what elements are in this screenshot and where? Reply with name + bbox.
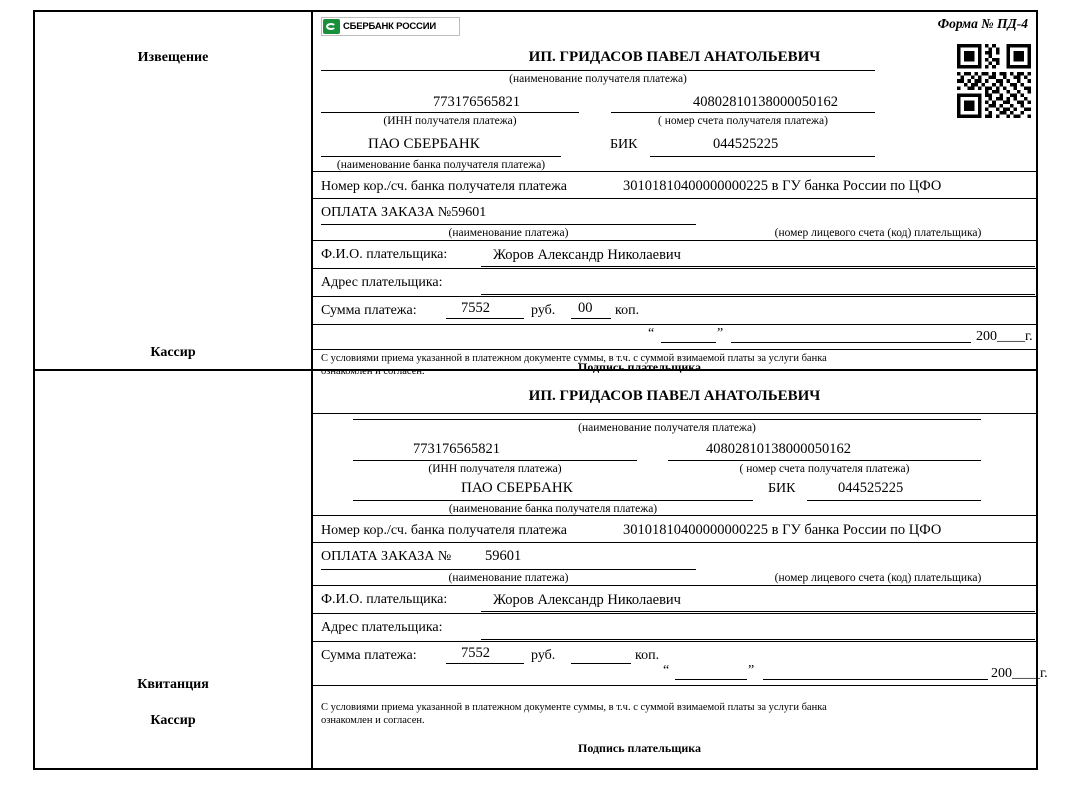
agreement-line-2-top: ознакомлен и согласен. <box>321 366 425 377</box>
sum-label-bottom: Сумма платежа: <box>321 648 417 663</box>
divider-line-6-top <box>313 324 1036 325</box>
address-underline-bottom <box>481 639 1035 640</box>
bank-caption-top: (наименование банка получателя платежа) <box>336 159 546 171</box>
account-underline-bottom <box>668 460 981 461</box>
recipient-name-top: ИП. ГРИДАСОВ ПАВЕЛ АНАТОЛЬЕВИЧ <box>528 49 821 65</box>
month-underline-bottom <box>763 679 988 680</box>
recipient-caption-bottom: (наименование получателя платежа) <box>578 422 756 434</box>
divider-line-6-bottom <box>313 685 1036 686</box>
day-underline-top <box>661 342 716 343</box>
divider-line-1-bottom <box>313 515 1036 516</box>
divider-line-4-bottom <box>313 613 1036 614</box>
divider-line-5-bottom <box>313 641 1036 642</box>
bank-caption-bottom: (наименование банка получателя платежа) <box>448 503 658 515</box>
korr-label-bottom: Номер кор./сч. банка получателя платежа <box>321 523 567 538</box>
bank-name-value-top: ПАО СБЕРБАНК <box>368 136 480 152</box>
payment-purpose-bottom-number: 59601 <box>485 548 522 564</box>
payment-form-pd4 <box>33 10 1048 770</box>
rub-label-top: руб. <box>531 303 556 318</box>
kop-label-top: коп. <box>615 303 640 318</box>
address-underline-top <box>481 294 1035 295</box>
fio-underline-top <box>481 266 1035 267</box>
personal-account-caption-top: (номер лицевого счета (код) плательщика) <box>774 227 982 239</box>
account-value-bottom: 40802810138000050162 <box>706 441 851 457</box>
receipt-label: Квитанция <box>137 677 209 692</box>
bik-underline-bottom <box>807 500 981 501</box>
notice-section <box>35 12 1036 377</box>
signature-label-bottom: Подпись плательщика <box>578 741 701 755</box>
inn-value-top: 773176565821 <box>433 94 520 110</box>
inn-caption-top: (ИНН получателя платежа) <box>383 115 517 127</box>
bik-value-bottom: 044525225 <box>838 480 904 496</box>
month-underline-top <box>731 342 971 343</box>
bik-underline-top <box>650 156 875 157</box>
quote-close-bottom: ” <box>748 663 755 678</box>
quote-open-bottom: “ <box>663 663 670 678</box>
sum-rub-value-bottom: 7552 <box>461 645 490 661</box>
sum-kop-underline-top <box>571 318 611 319</box>
payment-purpose-underline-bottom <box>321 569 696 570</box>
payment-purpose-bottom-prefix: ОПЛАТА ЗАКАЗА № <box>321 549 452 564</box>
korr-label-top: Номер кор./сч. банка получателя платежа <box>321 179 567 194</box>
receipt-left-column <box>35 371 313 768</box>
receipt-section <box>35 371 1048 768</box>
notice-right-column <box>313 12 1036 377</box>
bank-name-underline-bottom <box>353 500 753 501</box>
inn-caption-bottom: (ИНН получателя платежа) <box>428 463 562 475</box>
year-label-bottom: 200____г. <box>991 666 1048 681</box>
sum-kop-value-top: 00 <box>578 300 593 316</box>
divider-line-3-bottom <box>313 585 1036 586</box>
account-underline-top <box>611 112 875 113</box>
day-underline-bottom <box>675 679 747 680</box>
recipient-name-underline-bottom <box>353 419 981 420</box>
agreement-line-1-top: С условиями приема указанной в платежном документе суммы, в т.ч. с суммой взимаемой платы за услуги банка <box>321 353 827 364</box>
divider-line-4-top <box>313 268 1036 269</box>
sberbank-logo-text: СБЕРБАНК РОССИИ <box>343 21 436 32</box>
bik-value-top: 044525225 <box>713 136 779 152</box>
bank-name-value-bottom: ПАО СБЕРБАНК <box>461 480 573 496</box>
sum-kop-underline-bottom <box>571 663 631 664</box>
recipient-caption-top: (наименование получателя платежа) <box>509 73 687 85</box>
kop-label-bottom: коп. <box>635 648 660 663</box>
notice-label: Извещение <box>137 50 209 65</box>
inn-underline-bottom <box>353 460 637 461</box>
payment-purpose-top: ОПЛАТА ЗАКАЗА №59601 <box>321 205 487 220</box>
sum-rub-value-top: 7552 <box>461 300 490 316</box>
cashier-label-bottom: Кассир <box>150 713 196 728</box>
divider-line-7-top <box>313 349 1036 350</box>
recipient-name-underline-top <box>321 70 875 71</box>
bik-label-top: БИК <box>610 137 638 152</box>
form-code: Форма № ПД-4 <box>937 16 1028 31</box>
signature-label-top: Подпись плательщика <box>578 360 701 374</box>
payment-caption-bottom: (наименование платежа) <box>448 572 569 584</box>
sum-rub-underline-top <box>446 318 524 319</box>
quote-open-top: “ <box>648 326 655 341</box>
divider-line-0-bottom <box>313 413 1036 414</box>
agreement-line-1-bottom: С условиями приема указанной в платежном документе суммы, в т.ч. с суммой взимаемой платы за услуги банка <box>321 702 827 713</box>
bik-label-bottom: БИК <box>768 481 796 496</box>
account-caption-top: ( номер счета получателя платежа) <box>658 115 828 127</box>
payer-fio-value-top: Жоров Александр Николаевич <box>493 247 681 263</box>
fio-label-top: Ф.И.О. плательщика: <box>321 247 448 262</box>
year-label-top: 200____г. <box>976 329 1033 344</box>
fio-label-bottom: Ф.И.О. плательщика: <box>321 592 448 607</box>
address-label-bottom: Адрес плательщика: <box>321 620 443 635</box>
cashier-label-top: Кассир <box>150 345 196 360</box>
korr-value-bottom: 30101810400000000225 в ГУ банка России по ЦФО <box>623 522 942 538</box>
divider-line-5-top <box>313 296 1036 297</box>
sum-label-top: Сумма платежа: <box>321 303 417 318</box>
divider-line-2-bottom <box>313 542 1036 543</box>
sum-rub-underline-bottom <box>446 663 524 664</box>
notice-left-column <box>35 12 313 369</box>
payment-caption-top: (наименование платежа) <box>448 227 569 239</box>
divider-line-1-top <box>313 171 1036 172</box>
inn-underline-top <box>321 112 579 113</box>
quote-close-top: ” <box>717 326 724 341</box>
fio-underline-bottom <box>481 611 1035 612</box>
divider-line-3-top <box>313 240 1036 241</box>
payment-purpose-underline-top <box>321 224 696 225</box>
account-value-top: 40802810138000050162 <box>693 94 838 110</box>
korr-value-top: 30101810400000000225 в ГУ банка России по ЦФО <box>623 178 942 194</box>
receipt-right-column <box>313 371 1048 768</box>
rub-label-bottom: руб. <box>531 648 556 663</box>
payer-fio-value-bottom: Жоров Александр Николаевич <box>493 592 681 608</box>
agreement-line-2-bottom: ознакомлен и согласен. <box>321 715 425 726</box>
personal-account-caption-bottom: (номер лицевого счета (код) плательщика) <box>774 572 982 584</box>
bank-name-underline-top <box>321 156 561 157</box>
address-label-top: Адрес плательщика: <box>321 275 443 290</box>
recipient-name-bottom: ИП. ГРИДАСОВ ПАВЕЛ АНАТОЛЬЕВИЧ <box>528 388 821 404</box>
sberbank-logo <box>321 17 460 36</box>
sberbank-mark-icon <box>323 19 340 34</box>
divider-line-2-top <box>313 198 1036 199</box>
inn-value-bottom: 773176565821 <box>413 441 500 457</box>
account-caption-bottom: ( номер счета получателя платежа) <box>739 463 910 475</box>
